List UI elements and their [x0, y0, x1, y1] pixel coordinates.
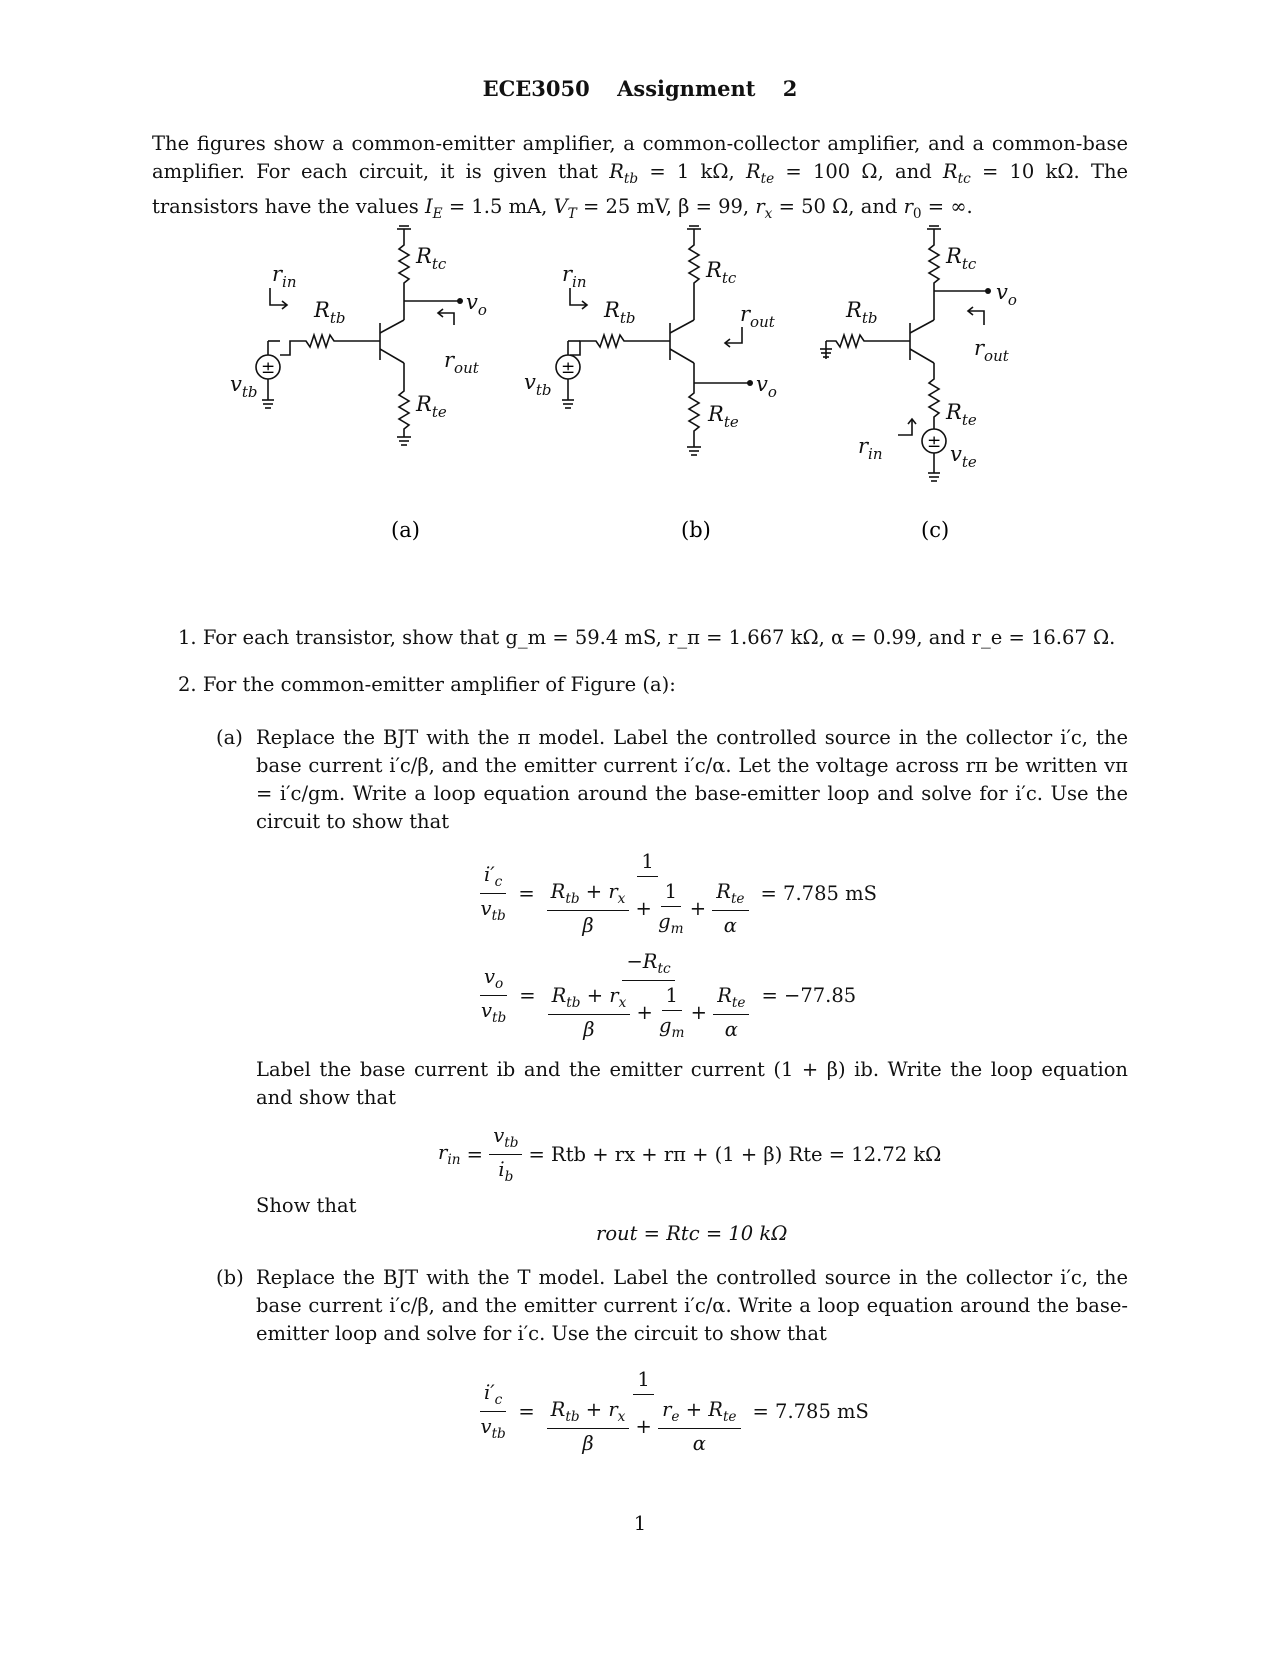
label-a-vtb: $v_{tb}$: [230, 372, 258, 401]
equation-1: $\frac{i'_c}{v_{tb}}$ = 1 $\frac{R_{tb} + r_x}{\beta}$ + $\frac{1}{g_m}$ + $\frac{R_{te}}{\alpha}$ = 7.785 mS: [480, 850, 877, 937]
label-c-vo: $v_o$: [996, 280, 1017, 309]
equation-5-result: = 7.785 mS: [752, 1399, 869, 1423]
label-b-vtb: $v_{tb}$: [524, 370, 552, 399]
course-code: ECE3050: [482, 76, 590, 101]
part-b-text: Replace the BJT with the T model. Label the controlled source in the collector i′c, the base current i′c/β, and the emitter current i′c/α. Write a loop equation around the base-emitter loop and solve for i′c. Use the circuit to show that: [256, 1266, 1128, 1345]
label-b-rte: $R_{te}$: [708, 402, 739, 431]
label-a-rout: $r_{out}$: [444, 348, 479, 377]
part-a-text-2: Label the base current ib and the emitter current (1 + β) ib. Write the loop equation and show that: [256, 1058, 1128, 1109]
label-b-rout: $r_{out}$: [740, 302, 775, 331]
equation-1-result: = 7.785 mS: [760, 881, 877, 905]
assignment-name: Assignment 2: [617, 76, 798, 101]
source-b-polarity: ±: [561, 358, 576, 378]
circuit-figures: [0, 225, 1280, 555]
label-c-rin: $r_{in}$: [858, 434, 883, 463]
page-title: [0, 76, 1280, 101]
equation-2: $\frac{v_o}{v_{tb}}$ = $-R_{tc}$ $\frac{R_{tb} + r_x}{\beta}$ + $\frac{1}{g_m}$ + $\frac{R_{te}}{\alpha}$ = −77.85: [481, 950, 857, 1041]
caption-a: (a): [391, 518, 420, 542]
intro-paragraph: The figures show a common-emitter amplifier, a common-collector amplifier, and a common-base amplifier. For each circuit, it is given that $R_{tb} = 1$ kΩ, $R_{te} = 100$ Ω, and $R_{tc} = 10$ kΩ. The transistors have the values $I_E = 1.5$ mA, $V_T = 25$ mV, β = 99, $r_x = 50$ Ω, and $r_0$ = ∞.: [152, 132, 1129, 222]
equation-2-result: = −77.85: [761, 983, 857, 1007]
page-number: 1: [633, 1512, 647, 1535]
equation-3: $r_{in}$ = $\frac{v_{tb}}{i_b}$ = Rtb + rx + rπ + (1 + β) Rte = 12.72 kΩ: [438, 1124, 942, 1185]
label-a-rtb: $R_{tb}$: [314, 298, 346, 327]
source-a-polarity: ±: [261, 358, 276, 378]
equation-5: $\frac{i'_c}{v_{tb}}$ = 1 $\frac{R_{tb} + r_x}{\beta}$ + $\frac{r_e + R_{te}}{\alpha}$ = 7.785 mS: [480, 1368, 869, 1455]
label-c-vte: $v_{te}$: [950, 442, 977, 471]
label-a-rte: $R_{te}$: [416, 392, 447, 421]
question-2: 2. For the common-emitter amplifier of Figure (a):: [178, 673, 676, 696]
equation-4: rout = Rtc = 10 kΩ: [596, 1222, 788, 1245]
label-c-rtb: $R_{tb}$: [846, 298, 878, 327]
part-a-label: (a): [216, 726, 243, 749]
label-c-rtc: $R_{tc}$: [946, 244, 977, 273]
question-1: 1. For each transistor, show that g_m = 59.4 mS, r_π = 1.667 kΩ, α = 0.99, and r_e = 16.67 Ω.: [178, 626, 1116, 649]
label-b-rtb: $R_{tb}$: [604, 298, 636, 327]
label-a-vo: $v_o$: [466, 290, 487, 319]
part-b-label: (b): [216, 1266, 244, 1289]
caption-b: (b): [681, 518, 711, 542]
label-b-rtc: $R_{tc}$: [706, 258, 737, 287]
caption-c: (c): [921, 518, 950, 542]
equation-3-rhs: = Rtb + rx + rπ + (1 + β) Rte = 12.72 kΩ: [528, 1142, 942, 1166]
part-a-text: Replace the BJT with the π model. Label the controlled source in the collector i′c, the base current i′c/β, and the emitter current i′c/α. Let the voltage across rπ be written vπ = i′c/gm. Write a loop equation around the base-emitter loop and solve for i′c. Use the circuit to show that: [256, 726, 1128, 833]
show-that: Show that: [256, 1194, 357, 1217]
label-c-rte: $R_{te}$: [946, 400, 977, 429]
label-c-rout: $r_{out}$: [974, 336, 1009, 365]
part-a: [216, 724, 1128, 836]
label-b-vo: $v_o$: [756, 372, 777, 401]
part-b: [216, 1264, 1128, 1348]
question-1-values: g_m = 59.4 mS, r_π = 1.667 kΩ, α = 0.99, and r_e = 16.67 Ω.: [505, 626, 1116, 649]
label-a-rtc: $R_{tc}$: [416, 244, 447, 273]
source-c-polarity: ±: [927, 432, 942, 452]
label-a-rin: $r_{in}$: [272, 262, 297, 291]
label-b-rin: $r_{in}$: [562, 262, 587, 291]
